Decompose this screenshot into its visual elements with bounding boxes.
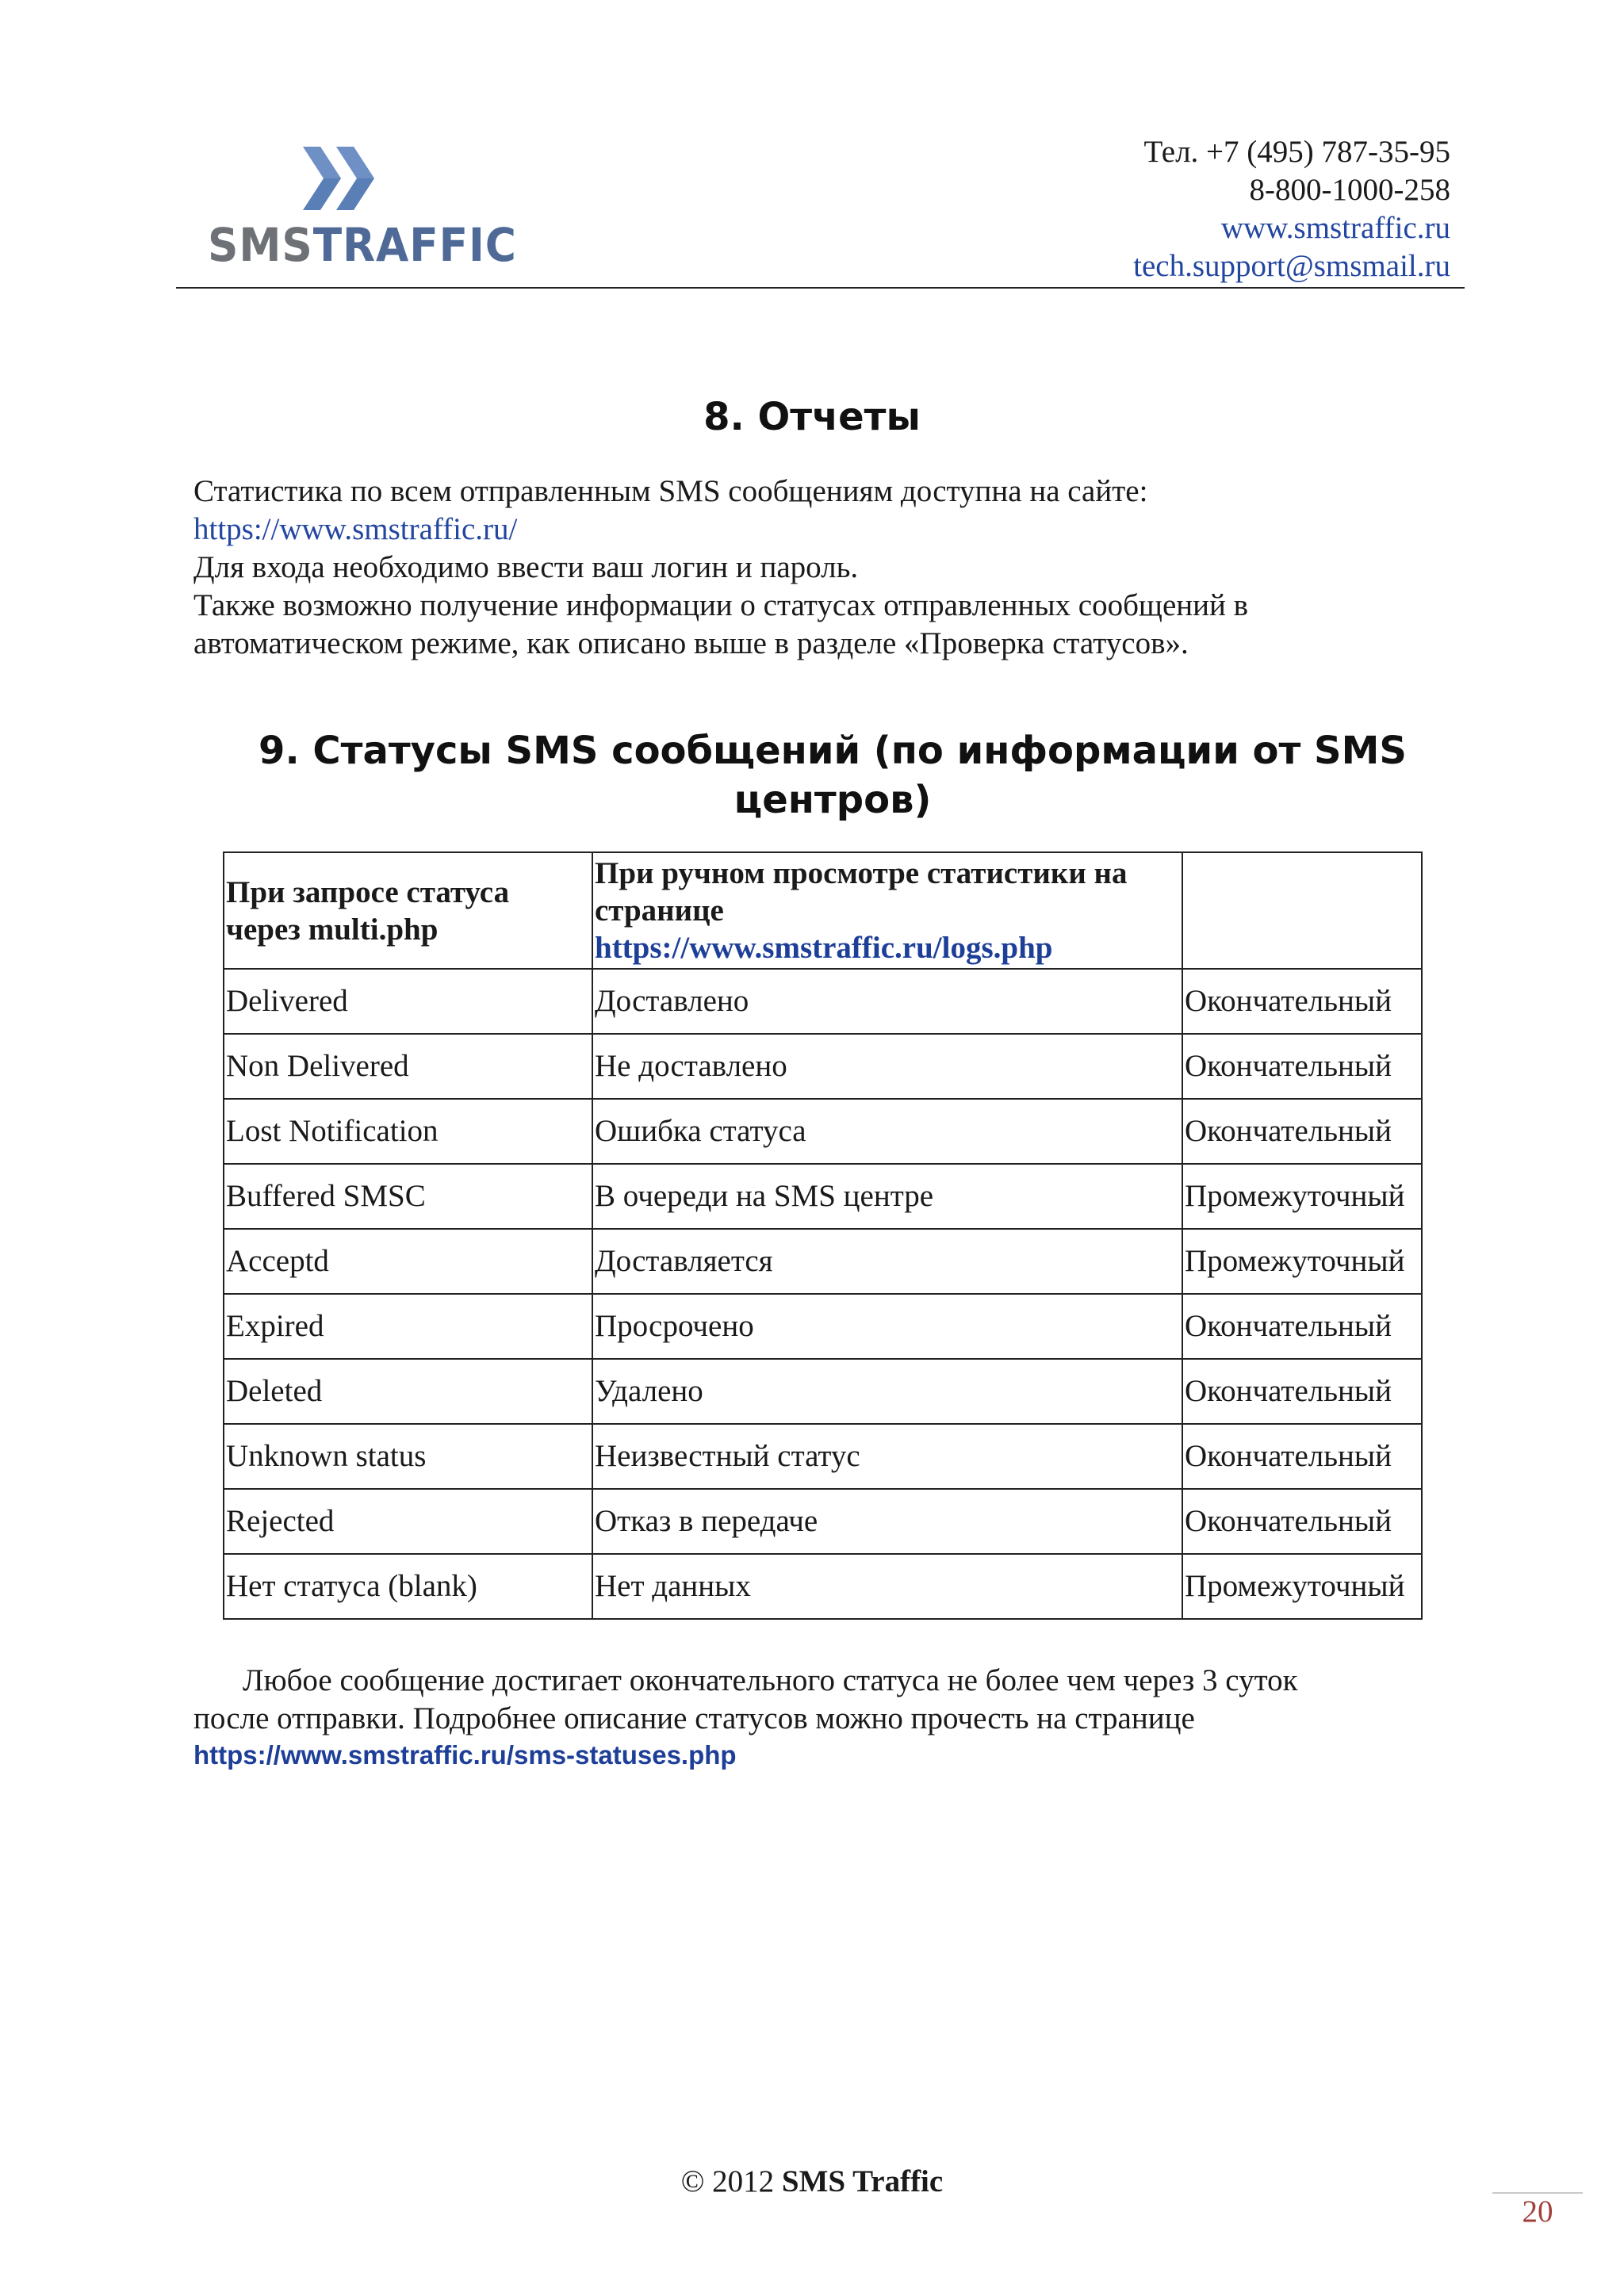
cell-manual-status: Ошибка статуса bbox=[592, 1099, 1182, 1164]
header-api-status-label: При запросе статуса через multi.php bbox=[226, 874, 510, 947]
table-row bbox=[224, 1294, 1422, 1359]
cell-status-type: Промежуточный bbox=[1182, 1229, 1422, 1294]
note-line: Любое сообщение достигает окончательного статуса не более чем через 3 суток bbox=[243, 1663, 1298, 1697]
table-row bbox=[224, 969, 1422, 1034]
cell-status-type: Окончательный bbox=[1182, 1034, 1422, 1099]
cell-status-type: Окончательный bbox=[1182, 1359, 1422, 1424]
contact-email-link[interactable]: tech.support@smsmail.ru bbox=[1133, 249, 1450, 283]
table-row bbox=[224, 1359, 1422, 1424]
sms-statuses-link[interactable]: https://www.smstraffic.ru/sms-statuses.php bbox=[193, 1740, 737, 1770]
header-status-type bbox=[1182, 852, 1422, 969]
cell-manual-status: В очереди на SMS центре bbox=[592, 1164, 1182, 1229]
sms-status-table bbox=[223, 851, 1423, 1620]
logo-text-sms: SMS bbox=[208, 218, 313, 272]
cell-manual-status: Доставлено bbox=[592, 969, 1182, 1034]
contact-phone: Тел. +7 (495) 787-35-95 bbox=[1143, 135, 1450, 169]
section-title-statuses: 9. Статусы SMS сообщений (по информации от SMS центров) bbox=[259, 729, 1407, 822]
copyright-prefix: © 2012 bbox=[680, 2164, 775, 2198]
table-row bbox=[224, 1489, 1422, 1554]
contact-phone-tollfree: 8-800-1000-258 bbox=[1249, 173, 1450, 207]
cell-status-type: Окончательный bbox=[1182, 969, 1422, 1034]
cell-api-status: Unknown status bbox=[224, 1424, 592, 1489]
header-manual-status bbox=[592, 852, 1182, 969]
header-api-status bbox=[224, 852, 592, 969]
cell-manual-status: Отказ в передаче bbox=[592, 1489, 1182, 1554]
section-title-reports: 8. Отчеты bbox=[703, 395, 921, 439]
cell-status-type: Окончательный bbox=[1182, 1489, 1422, 1554]
reports-site-link[interactable]: https://www.smstraffic.ru/ bbox=[193, 512, 518, 546]
cell-api-status: Lost Notification bbox=[224, 1099, 592, 1164]
reports-paragraph bbox=[193, 473, 1431, 663]
cell-api-status: Acceptd bbox=[224, 1229, 592, 1294]
header-divider bbox=[176, 287, 1465, 289]
reports-line: Также возможно получение информации о статусах отправленных сообщений в bbox=[193, 588, 1249, 622]
cell-manual-status: Удалено bbox=[592, 1359, 1182, 1424]
logs-page-link[interactable]: https://www.smstraffic.ru/logs.php bbox=[595, 931, 1053, 965]
reports-line: Для входа необходимо ввести ваш логин и пароль. bbox=[193, 550, 859, 584]
cell-api-status: Delivered bbox=[224, 969, 592, 1034]
cell-manual-status: Просрочено bbox=[592, 1294, 1182, 1359]
page-number: 20 bbox=[1522, 2195, 1553, 2229]
double-chevron-icon bbox=[303, 143, 382, 214]
contact-info bbox=[1133, 133, 1450, 285]
note-line: после отправки. Подробнее описание статусов можно прочесть на странице bbox=[193, 1701, 1195, 1735]
table-row bbox=[224, 1034, 1422, 1099]
cell-api-status: Нет статуса (blank) bbox=[224, 1554, 592, 1619]
cell-api-status: Expired bbox=[224, 1294, 592, 1359]
table-row bbox=[224, 1554, 1422, 1619]
table-row bbox=[224, 1424, 1422, 1489]
copyright bbox=[0, 2163, 1624, 2201]
cell-api-status: Deleted bbox=[224, 1359, 592, 1424]
cell-status-type: Окончательный bbox=[1182, 1424, 1422, 1489]
cell-api-status: Buffered SMSC bbox=[224, 1164, 592, 1229]
cell-api-status: Rejected bbox=[224, 1489, 592, 1554]
cell-manual-status: Неизвестный статус bbox=[592, 1424, 1182, 1489]
statuses-note bbox=[193, 1662, 1462, 1773]
copyright-company: SMS Traffic bbox=[781, 2164, 944, 2198]
table-row bbox=[224, 1164, 1422, 1229]
cell-status-type: Окончательный bbox=[1182, 1294, 1422, 1359]
logo-text-traffic: TRAFFIC bbox=[312, 218, 517, 272]
reports-line: Статистика по всем отправленным SMS сообщениям доступна на сайте: bbox=[193, 474, 1148, 508]
header-manual-status-label: При ручном просмотре статистики на странице bbox=[595, 856, 1128, 928]
cell-manual-status: Нет данных bbox=[592, 1554, 1182, 1619]
table-header-row bbox=[224, 852, 1422, 969]
cell-manual-status: Не доставлено bbox=[592, 1034, 1182, 1099]
cell-api-status: Non Delivered bbox=[224, 1034, 592, 1099]
logo-wordmark bbox=[208, 218, 517, 272]
table-body bbox=[224, 969, 1422, 1619]
table-row bbox=[224, 1099, 1422, 1164]
cell-manual-status: Доставляется bbox=[592, 1229, 1182, 1294]
cell-status-type: Промежуточный bbox=[1182, 1164, 1422, 1229]
table-row bbox=[224, 1229, 1422, 1294]
cell-status-type: Окончательный bbox=[1182, 1099, 1422, 1164]
cell-status-type: Промежуточный bbox=[1182, 1554, 1422, 1619]
contact-website-link[interactable]: www.smstraffic.ru bbox=[1220, 211, 1450, 245]
company-logo bbox=[208, 143, 517, 285]
reports-line: автоматическом режиме, как описано выше в разделе «Проверка статусов». bbox=[193, 626, 1189, 660]
